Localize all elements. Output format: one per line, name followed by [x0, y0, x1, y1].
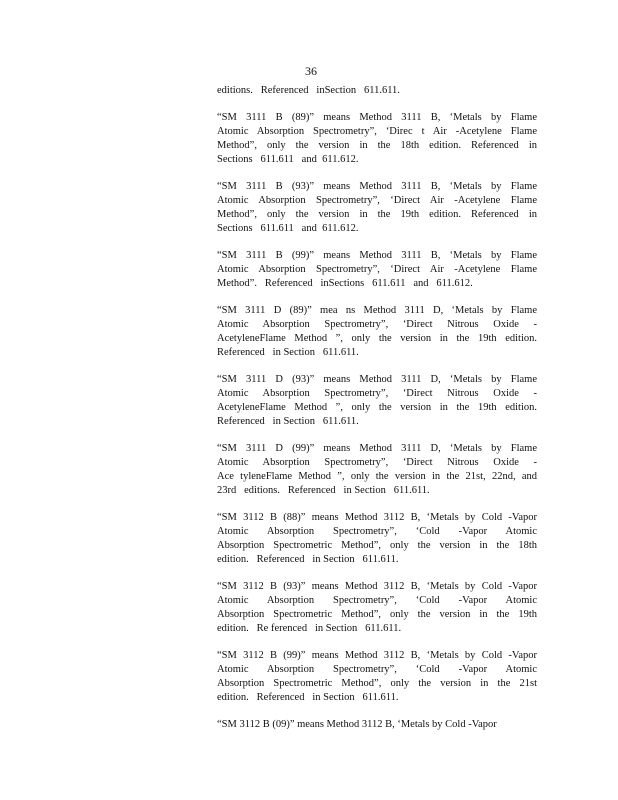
definition-paragraph	[217, 180, 537, 236]
text-line: Atomic Absorption Spectrometry”, ‘Cold -Vapor Atomic	[217, 595, 537, 606]
text-line: Method”, only the version in the 18th edition. Referenced in	[217, 140, 537, 151]
definition-paragraph	[217, 580, 537, 636]
text-line: Method”, only the version in the 19th edition. Referenced in	[217, 209, 537, 220]
text-line: “SM 3112 B (88)” means Method 3112 B, ‘Metals by Cold -Vapor	[217, 512, 537, 523]
text-line: AcetyleneFlame Method ”, only the version in the 19th edition.	[217, 402, 537, 413]
definition-paragraph	[217, 442, 537, 498]
text-line: edition. Referenced in Section 611.611.	[217, 692, 399, 703]
definition-paragraph	[217, 373, 537, 429]
text-line: “SM 3111 B (99)” means Method 3111 B, ‘Metals by Flame	[217, 250, 537, 261]
text-line: Atomic Absorption Spectrometry”, ‘Direct Air -Acetylene Flame	[217, 264, 537, 275]
definition-paragraph	[217, 84, 537, 98]
text-line: Absorption Spectrometric Method”, only the version in the 19th	[217, 609, 537, 620]
text-line: Absorption Spectrometric Method”, only the version in the 21st	[217, 678, 537, 689]
text-line: Referenced in Section 611.611.	[217, 416, 359, 427]
page-number: 36	[305, 64, 317, 78]
definition-paragraph	[217, 718, 537, 732]
text-line: Atomic Absorption Spectrometry”, ‘Direc t Air -Acetylene Flame	[217, 126, 537, 137]
definition-paragraph	[217, 304, 537, 360]
text-line: edition. Re ferenced in Section 611.611.	[217, 623, 402, 634]
definition-paragraph	[217, 649, 537, 705]
text-line: “SM 3112 B (93)” means Method 3112 B, ‘Metals by Cold -Vapor	[217, 581, 537, 592]
text-line: editions. Referenced inSection 611.611.	[217, 85, 400, 96]
text-line: Sections 611.611 and 611.612.	[217, 154, 359, 165]
text-line: Atomic Absorption Spectrometry”, ‘Direct Nitrous Oxide -	[217, 319, 537, 330]
definition-paragraph	[217, 511, 537, 567]
text-line: AcetyleneFlame Method ”, only the version in the 19th edition.	[217, 333, 537, 344]
text-line: “SM 3112 B (09)” means Method 3112 B, ‘Metals by Cold -Vapor	[217, 719, 497, 730]
text-line: Method”. Referenced inSections 611.611 and 611.612.	[217, 278, 473, 289]
text-line: edition. Referenced in Section 611.611.	[217, 554, 399, 565]
definition-paragraph	[217, 111, 537, 167]
text-line: “SM 3112 B (99)” means Method 3112 B, ‘Metals by Cold -Vapor	[217, 650, 537, 661]
text-line: “SM 3111 D (93)” means Method 3111 D, ‘Metals by Flame	[217, 374, 537, 385]
text-line: “SM 3111 B (93)” means Method 3111 B, ‘Metals by Flame	[217, 181, 537, 192]
text-line: Ace tyleneFlame Method ”, only the version in the 21st, 22nd, and	[217, 471, 537, 482]
document-body	[217, 84, 537, 745]
text-line: Absorption Spectrometric Method”, only the version in the 18th	[217, 540, 537, 551]
text-line: Atomic Absorption Spectrometry”, ‘Cold -Vapor Atomic	[217, 526, 537, 537]
text-line: “SM 3111 D (99)” means Method 3111 D, ‘Metals by Flame	[217, 443, 537, 454]
text-line: Atomic Absorption Spectrometry”, ‘Direct Nitrous Oxide -	[217, 388, 537, 399]
text-line: Sections 611.611 and 611.612.	[217, 223, 359, 234]
text-line: Referenced in Section 611.611.	[217, 347, 359, 358]
definition-paragraph	[217, 249, 537, 291]
text-line: “SM 3111 B (89)” means Method 3111 B, ‘Metals by Flame	[217, 112, 537, 123]
text-line: 23rd editions. Referenced in Section 611.611.	[217, 485, 430, 496]
text-line: Atomic Absorption Spectrometry”, ‘Direct Nitrous Oxide -	[217, 457, 537, 468]
text-line: Atomic Absorption Spectrometry”, ‘Cold -Vapor Atomic	[217, 664, 537, 675]
text-line: Atomic Absorption Spectrometry”, ‘Direct Air -Acetylene Flame	[217, 195, 537, 206]
text-line: “SM 3111 D (89)” mea ns Method 3111 D, ‘Metals by Flame	[217, 305, 537, 316]
